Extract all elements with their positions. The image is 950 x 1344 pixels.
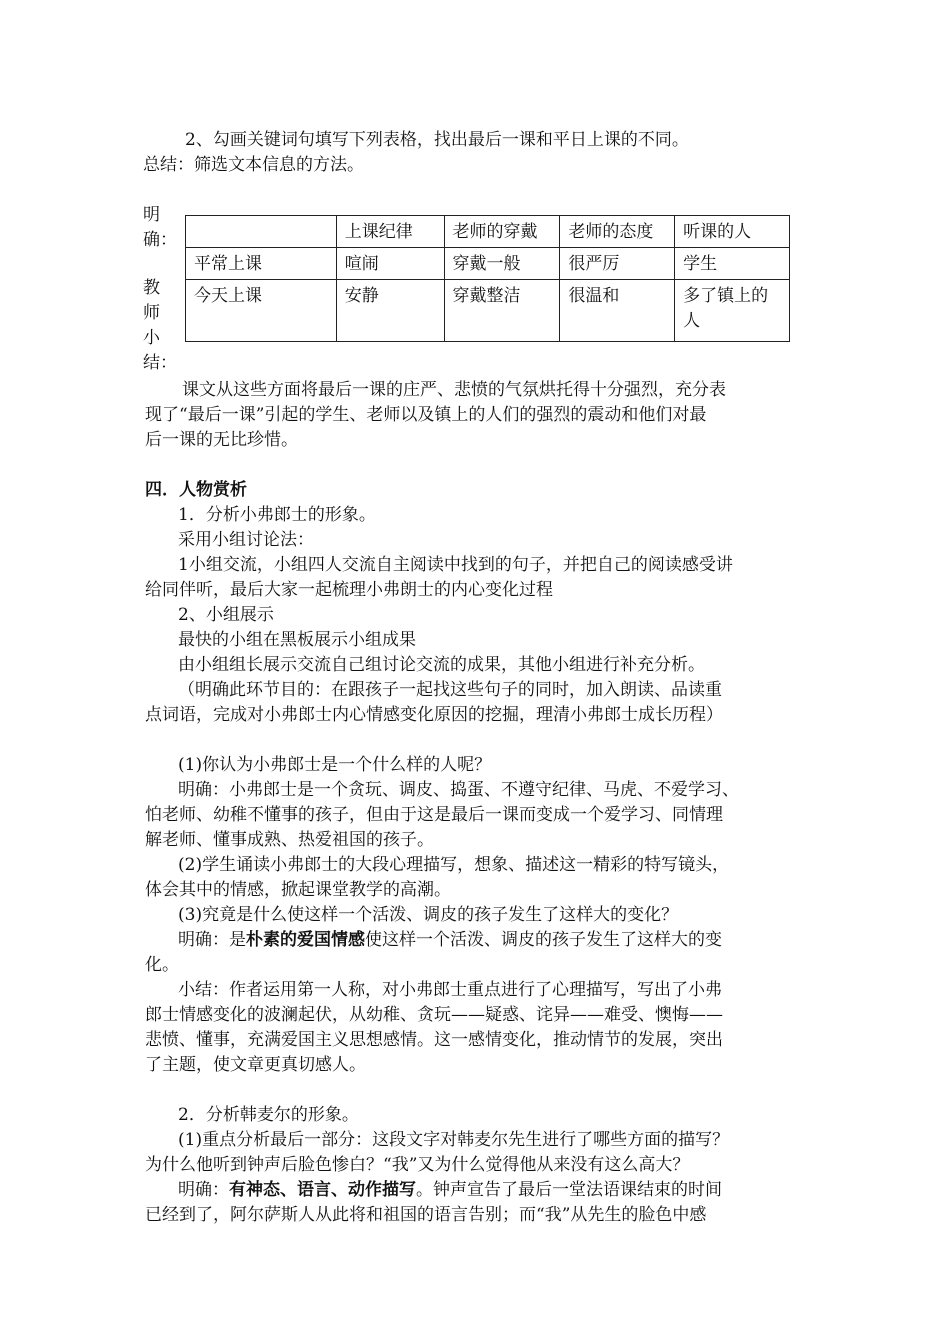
table-cell: 很温和 (560, 280, 675, 342)
part2-answer-line: 已经到了，阿尔萨斯人从此将和祖国的语言告别；而“我”从先生的脸色中感 (145, 1205, 707, 1225)
table-cell: 多了镇上的人 (675, 280, 790, 342)
side-char: 确： (143, 230, 177, 250)
conclusion-line: 郎士情感变化的波澜起伏，从幼稚、贪玩——疑惑、诧异——难受、懊悔—— (145, 1005, 723, 1025)
side-char: 小 (143, 328, 160, 348)
side-char: 师 (143, 303, 160, 323)
part2-answer-emphasis: 有神态、语言、动作描写 (229, 1180, 416, 1200)
side-label-clarify (143, 203, 177, 253)
summary-para-line: 现了“最后一课”引起的学生、老师以及镇上的人们的强烈的震动和他们对最 (145, 405, 707, 425)
table-header-cell: 老师的穿戴 (444, 216, 560, 248)
conclusion-line: 小结：作者运用第一人称，对小弗郎士重点进行了心理描写，写出了小弗 (178, 980, 722, 1000)
section4-line: 采用小组讨论法： (178, 530, 314, 550)
section4-line: 1小组交流，小组四人交流自主阅读中找到的句子，并把自己的阅读感受讲 (178, 555, 733, 575)
question-1: (1)你认为小弗郎士是一个什么样的人呢？ (178, 755, 492, 775)
side-char: 结： (143, 353, 177, 373)
answer-3-prefix: 明确：是 (178, 930, 246, 950)
table-header-row (186, 216, 790, 248)
section4-line: （明确此环节目的：在跟孩子一起找这些句子的同时，加入朗读、品读重 (178, 680, 722, 700)
intro-line-1: 2、勾画关键词句填写下列表格，找出最后一课和平日上课的不同。 (185, 130, 689, 150)
answer-3-suffix: 使这样一个活泼、调皮的孩子发生了这样大的变 (365, 930, 722, 950)
answer-3 (178, 928, 722, 953)
answer-3-tail: 化。 (145, 955, 179, 975)
table-header-cell: 听课的人 (675, 216, 790, 248)
table-cell: 安静 (336, 280, 444, 342)
table-cell: 喧闹 (336, 248, 444, 280)
table-cell: 很严厉 (560, 248, 675, 280)
section4-line: 由小组组长展示交流自己组讨论交流的成果，其他小组进行补充分析。 (178, 655, 705, 675)
table-cell: 平常上课 (186, 248, 337, 280)
part2-title: 2．分析韩麦尔的形象。 (178, 1105, 359, 1125)
section-heading: 四．人物赏析 (145, 480, 247, 500)
section4-line: 给同伴听，最后大家一起梳理小弗朗士的内心变化过程 (145, 580, 553, 600)
section4-line: 点词语，完成对小弗郎士内心情感变化原因的挖掘，理清小弗郎士成长历程） (145, 705, 723, 725)
part2-answer-suffix: 。钟声宣告了最后一堂法语课结束的时间 (416, 1180, 722, 1200)
section4-line: 1．分析小弗郎士的形象。 (178, 505, 376, 525)
answer-1-line: 明确：小弗郎士是一个贪玩、调皮、捣蛋、不遵守纪律、马虎、不爱学习、 (178, 780, 739, 800)
part2-answer (178, 1178, 722, 1203)
table-cell: 今天上课 (186, 280, 337, 342)
table-row (186, 280, 790, 342)
part2-answer-prefix: 明确： (178, 1180, 229, 1200)
intro-line-2: 总结：筛选文本信息的方法。 (143, 155, 364, 175)
question-3: (3)究竟是什么使这样一个活泼、调皮的孩子发生了这样大的变化？ (178, 905, 679, 925)
comparison-table (185, 215, 790, 342)
table-cell: 学生 (675, 248, 790, 280)
table-header-cell: 老师的态度 (560, 216, 675, 248)
answer-1-line: 怕老师、幼稚不懂事的孩子，但由于这是最后一课而变成一个爱学习、同情理 (145, 805, 723, 825)
table-header-cell: 上课纪律 (336, 216, 444, 248)
table-header-cell (186, 216, 337, 248)
part2-question-line: 为什么他听到钟声后脸色惨白？“我”又为什么觉得他从来没有这么高大？ (145, 1155, 690, 1175)
summary-para-line: 课文从这些方面将最后一课的庄严、悲愤的气氛烘托得十分强烈，充分表 (182, 380, 726, 400)
question-2-line: (2)学生诵读小弗郎士的大段心理描写，想象、描述这一精彩的特写镜头， (178, 855, 730, 875)
table-cell: 穿戴整洁 (444, 280, 560, 342)
side-label-summary (143, 276, 177, 376)
table-row (186, 248, 790, 280)
answer-1-line: 解老师、懂事成熟、热爱祖国的孩子。 (145, 830, 434, 850)
answer-3-emphasis: 朴素的爱国情感 (246, 930, 365, 950)
conclusion-line: 了主题，使文章更真切感人。 (145, 1055, 366, 1075)
conclusion-line: 悲愤、懂事，充满爱国主义思想感情。这一感情变化，推动情节的发展，突出 (145, 1030, 723, 1050)
summary-para-line: 后一课的无比珍惜。 (145, 430, 298, 450)
side-char: 明 (143, 205, 160, 225)
part2-question-line: (1)重点分析最后一部分：这段文字对韩麦尔先生进行了哪些方面的描写？ (178, 1130, 730, 1150)
section4-line: 2、小组展示 (178, 605, 274, 625)
table-cell: 穿戴一般 (444, 248, 560, 280)
question-2-line: 体会其中的情感，掀起课堂教学的高潮。 (145, 880, 451, 900)
section4-line: 最快的小组在黑板展示小组成果 (178, 630, 416, 650)
side-char: 教 (143, 278, 160, 298)
